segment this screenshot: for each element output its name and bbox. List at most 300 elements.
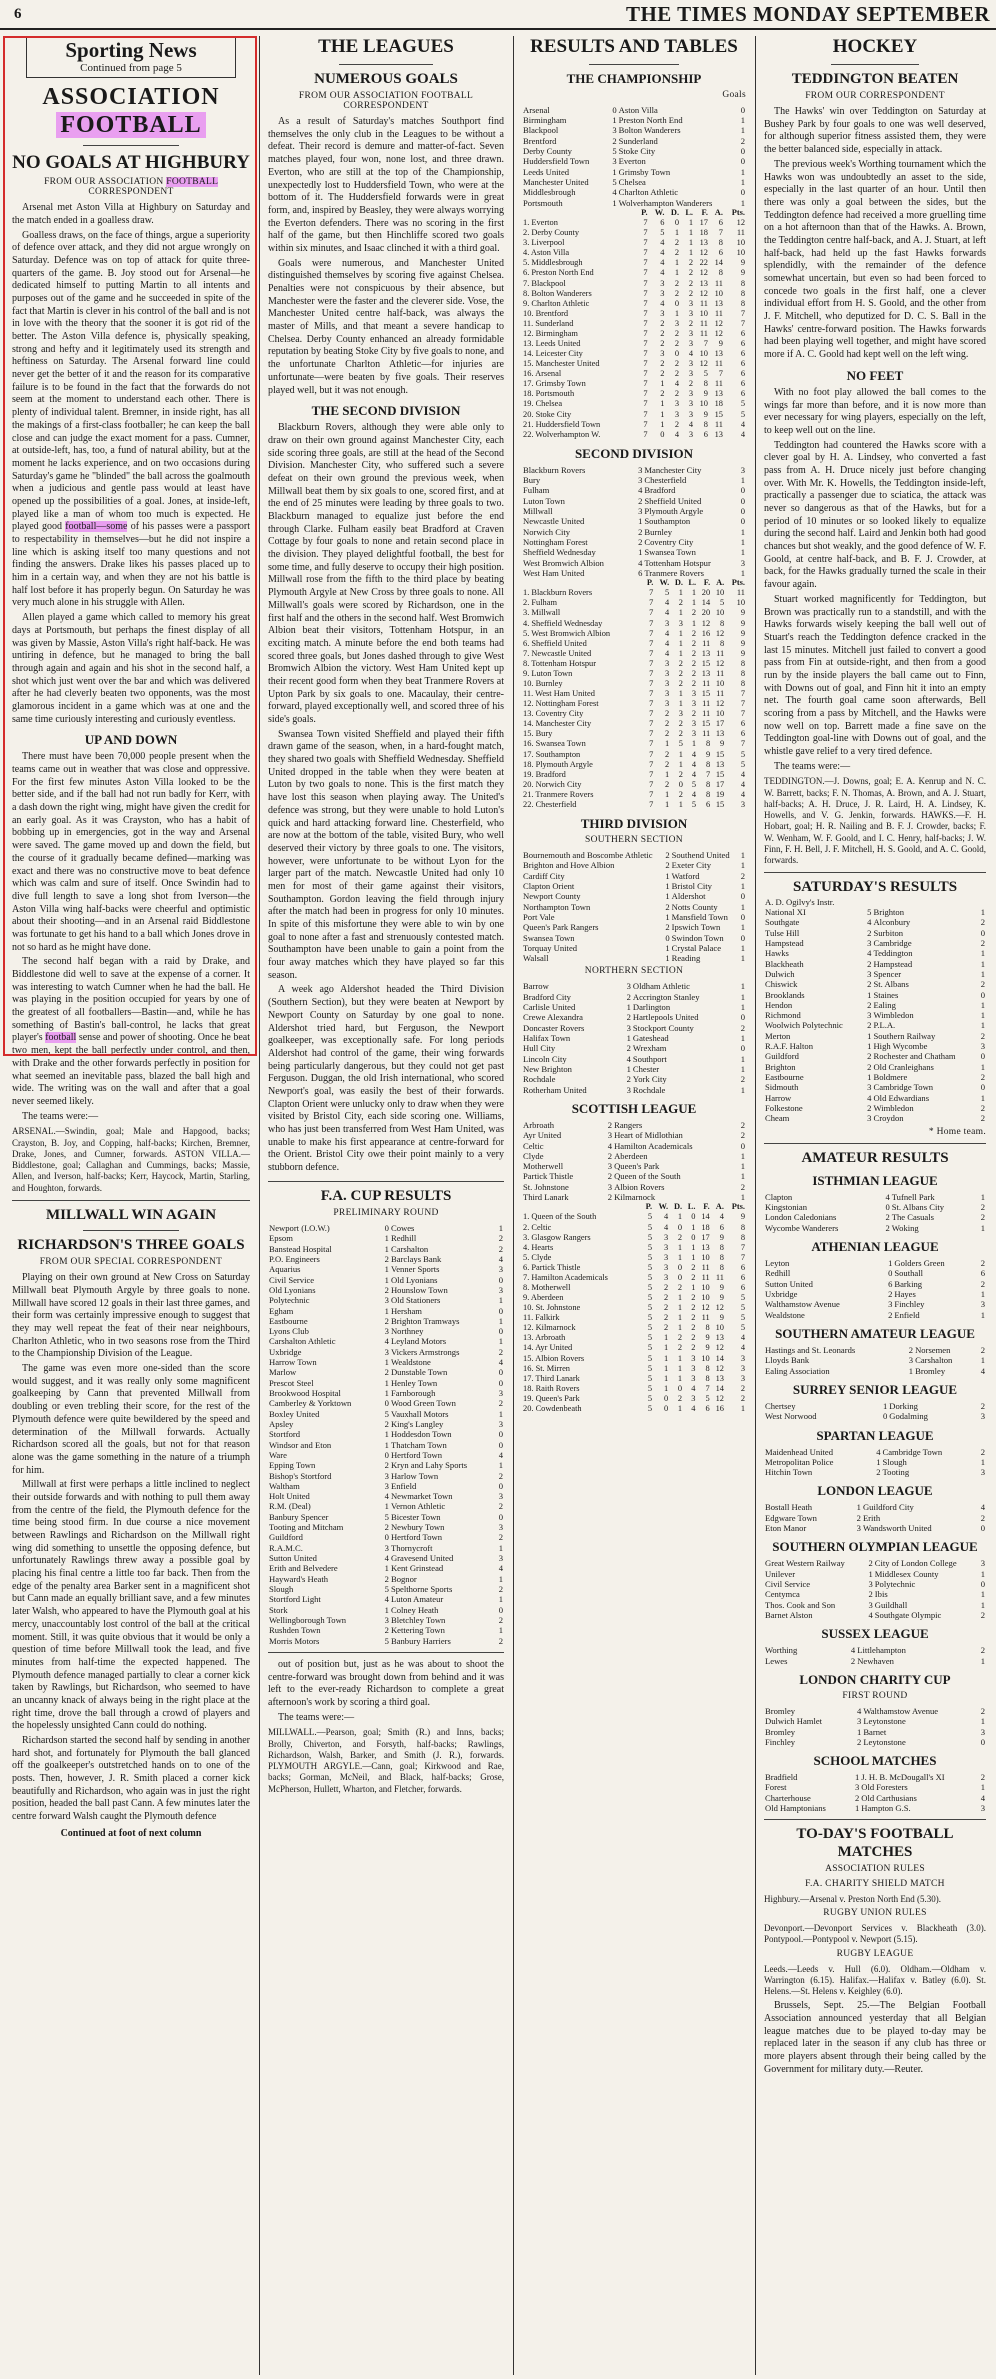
table-cell: 18. Portsmouth — [523, 389, 575, 399]
table-cell: 9. Luton Town — [523, 668, 573, 678]
result-row — [522, 537, 746, 547]
score-cell: 0 — [885, 1202, 890, 1213]
score-cell: 1 — [498, 1542, 503, 1553]
team-cell: Polytechnic — [269, 1295, 310, 1306]
score-cell: 1 — [612, 197, 617, 208]
table-cell: 3. Liverpool — [523, 238, 565, 248]
team-cell: Middlesbrough — [523, 187, 576, 198]
team-cell: Kettering Town — [390, 1625, 445, 1636]
team-cell: Godalming — [889, 1411, 928, 1422]
table-cell: 14 — [715, 1353, 724, 1363]
table-cell: 2 — [691, 1313, 696, 1323]
team-cell: The Casuals — [891, 1212, 934, 1223]
team-cell: Carshalton Athletic — [269, 1336, 336, 1347]
score-cell: 3 — [384, 1346, 389, 1357]
table-cell: 4 — [660, 258, 665, 268]
score-cell: 1 — [384, 1388, 389, 1399]
score-cell: 4 — [498, 1563, 503, 1574]
article-subheadline: TEDDINGTON BEATEN — [791, 70, 959, 87]
table-cell: 10 — [736, 238, 745, 248]
result-row — [522, 1023, 746, 1033]
table-cell: 11 — [701, 1313, 710, 1323]
table-cell: 11 — [736, 588, 745, 598]
score-cell: 3 — [607, 1130, 613, 1141]
table-cell: 4 — [665, 638, 670, 648]
table-row — [522, 1273, 746, 1283]
table-cell: 6. Partick Thistle — [523, 1262, 581, 1272]
table-cell: 2 — [665, 709, 670, 719]
table-cell: 6 — [740, 349, 745, 359]
third-south-results — [522, 850, 746, 963]
score-cell: 2 — [867, 999, 872, 1010]
table-cell: 1 — [660, 399, 665, 409]
table-cell: 18 — [699, 228, 708, 238]
table-row — [522, 719, 746, 729]
paragraph: The second half began with a raid by Drake, and Biddlestone did well to save at the expense of a corner. It was interesting to watch Cumner when he had the ball. He was playing in the position occupied for years by one of the greatest of all footballers—Bastin—and, while he has something of Bastin's ball-control, he lacks that great player's football sense and power of shooting. Once he beat two men, kept the ball perfectly under control, and then, with Drake and the other forwards perfectly in position for what seemed an inevitable pass, blazed the ball high and wide. The writing was on the wall and after that a goal never seemed likely. — [12, 956, 250, 1107]
result-row — [268, 1264, 504, 1274]
table-cell: 9 — [740, 1212, 745, 1222]
table-cell: 8 — [705, 739, 711, 749]
score-cell: 3 — [498, 1418, 503, 1429]
score-cell: 3 — [980, 1558, 985, 1569]
home-team-note: * Home team. — [928, 1126, 986, 1137]
third-north-results — [522, 981, 746, 1094]
table-cell: 11 — [716, 668, 725, 678]
table-cell: 2 — [688, 258, 694, 268]
score-cell: 2 — [980, 1258, 985, 1269]
table-cell: 7 — [649, 749, 654, 759]
result-row — [764, 1051, 986, 1061]
score-cell: 4 — [626, 1053, 631, 1064]
result-row — [268, 1367, 504, 1377]
result-row — [268, 1594, 504, 1604]
result-row — [764, 1513, 986, 1523]
score-cell: 2 — [607, 1150, 613, 1161]
team-cell: Fulham — [523, 485, 550, 496]
table-cell: 2 — [677, 1283, 683, 1292]
score-cell: 4 — [498, 1253, 503, 1264]
table-cell: 4 — [674, 379, 680, 389]
team-cell: Brighton — [873, 907, 905, 918]
score-cell: 1 — [980, 948, 985, 959]
table-cell: 8 — [705, 779, 711, 789]
team-cell: Surbiton — [873, 927, 904, 938]
table-cell: 12. Kilmarnock — [523, 1323, 576, 1333]
result-row — [268, 1512, 504, 1522]
section-title: ASSOCIATION — [42, 84, 220, 111]
team-cell: Bostall Heath — [765, 1502, 813, 1513]
score-cell: 2 — [980, 1344, 985, 1355]
score-cell: 1 — [498, 1408, 503, 1419]
team-cell: Guildford City — [862, 1502, 914, 1513]
score-cell: 0 — [980, 989, 985, 1000]
table-cell: 10 — [715, 608, 725, 618]
result-row — [522, 912, 746, 922]
table-cell: 20. Norwich City — [523, 779, 582, 789]
team-cell: Southall — [894, 1268, 924, 1279]
result-row — [522, 177, 746, 187]
table-cell: 1 — [678, 638, 683, 648]
result-row — [764, 1523, 986, 1533]
subheading: ATHENIAN LEAGUE — [811, 1239, 939, 1255]
table-cell: 17. Grimsby Town — [523, 379, 586, 389]
table-cell: 0 — [674, 349, 680, 359]
section-label: SOUTHERN SECTION — [585, 835, 683, 845]
table-row — [522, 218, 746, 228]
table-cell: 5 — [647, 1272, 653, 1282]
result-row — [764, 948, 986, 958]
table-row — [522, 399, 746, 409]
team-cell: Stortford — [269, 1429, 301, 1440]
team-cell: Banstead Hospital — [269, 1243, 332, 1254]
table-cell: 3 — [678, 618, 683, 628]
table-cell: 4 — [740, 769, 745, 779]
paragraph: The Hawks' win over Teddington on Saturday at Bushey Park by four goals to one was well deserved, for although superior fitness assisted them, they were the better balanced side, especially in attack. — [764, 106, 986, 156]
table-row — [522, 598, 746, 608]
table-cell: 3 — [691, 1363, 696, 1373]
team-cell: Barnet Alston — [765, 1609, 813, 1620]
table-cell: 6 — [740, 389, 745, 399]
table-cell: 4 — [660, 238, 665, 248]
team-cell: Brookwood Hospital — [269, 1388, 341, 1399]
result-row — [522, 558, 746, 568]
result-row — [764, 1645, 986, 1655]
table-cell: 13 — [714, 349, 723, 359]
sporting-news-continued: Continued from page 5 — [80, 62, 182, 75]
score-cell: 2 — [867, 979, 872, 990]
score-cell: 3 — [626, 1084, 631, 1095]
team-cell: Swansea Town — [523, 932, 575, 943]
team-cell: Darlington — [632, 1002, 671, 1013]
table-cell: 10 — [699, 349, 708, 359]
team-cell: Dulwich — [765, 968, 795, 979]
result-row — [522, 547, 746, 557]
result-row — [764, 959, 986, 969]
score-cell: 4 — [638, 485, 643, 496]
table-cell: 9 — [740, 268, 745, 278]
table-cell: 5 — [647, 1373, 653, 1383]
table-cell: 4. Aston Villa — [523, 248, 570, 258]
table-cell: 11. West Ham United — [523, 689, 595, 699]
table-header-cell: W. — [658, 1202, 669, 1212]
table-cell: 12. Birmingham — [523, 328, 578, 338]
table-row — [522, 699, 746, 709]
team-cell: Lloyds Bank — [765, 1355, 810, 1366]
team-cell: Uxbridge — [269, 1346, 302, 1357]
team-cell: Woolwich Polytechnic — [765, 1020, 843, 1031]
table-cell: 15 — [715, 769, 725, 779]
table-cell: 2 — [674, 238, 680, 248]
table-cell: 2 — [674, 248, 680, 258]
team-cell: Enfield — [390, 1480, 417, 1491]
team-cell: Old Foresters — [861, 1782, 908, 1793]
score-cell: 3 — [867, 937, 872, 948]
result-row — [522, 187, 746, 197]
table-cell: 7 — [649, 709, 654, 719]
table-cell: 21. Huddersfield Town — [523, 419, 601, 429]
athenian-results — [764, 1258, 986, 1320]
table-cell: 2 — [660, 389, 665, 399]
table-row — [522, 1404, 746, 1414]
result-row — [764, 917, 986, 927]
team-cell: Spelthorne Sports — [390, 1583, 453, 1594]
table-cell: 2 — [677, 1232, 683, 1242]
score-cell: 1 — [384, 1357, 389, 1368]
table-cell: 7 — [643, 308, 648, 318]
result-row — [522, 167, 746, 177]
result-row — [522, 933, 746, 943]
table-cell: 10 — [699, 399, 708, 409]
team-cell: Preston North End — [618, 115, 683, 126]
table-cell: 3 — [691, 699, 697, 709]
fixture-text: Highbury.—Arsenal v. Preston North End (5.30). — [764, 1893, 942, 1904]
score-cell: 1 — [665, 880, 670, 891]
table-cell: 11 — [701, 1262, 710, 1272]
score-cell: 1 — [384, 1233, 389, 1244]
score-cell: 0 — [384, 1449, 389, 1460]
score-cell: 3 — [384, 1295, 389, 1306]
score-cell: 1 — [740, 1053, 745, 1064]
table-cell: 16. Arsenal — [523, 369, 562, 379]
table-cell: 8 — [705, 1373, 710, 1383]
team-cell: Henley Town — [390, 1377, 438, 1388]
table-cell: 7 — [643, 349, 648, 359]
table-cell: 20. Cowdenbeath — [523, 1403, 582, 1413]
score-cell: 2 — [626, 1012, 631, 1023]
team-cell: Cheam — [765, 1113, 790, 1124]
table-cell: 0 — [691, 1212, 696, 1222]
team-cell — [872, 897, 972, 907]
table-row — [522, 379, 746, 389]
table-cell: 1 — [665, 799, 670, 809]
table-cell: 15. Manchester United — [523, 359, 600, 369]
table-cell: 8 — [720, 638, 725, 648]
paragraph: out of position but, just as he was about to shoot the centre-forward was brought down from behind and it was left to the ever-ready Richardson to complete a great afternoon's work by scoring a third goal. — [268, 1658, 504, 1708]
team-cell: Great Western Railway — [765, 1558, 845, 1569]
article-byline: FROM OUR CORRESPONDENT — [805, 91, 945, 102]
score-cell: 1 — [612, 166, 617, 177]
result-row — [764, 1279, 986, 1289]
table-cell: 7 — [643, 258, 648, 268]
table-row — [522, 1253, 746, 1263]
table-row — [522, 629, 746, 639]
table-row — [522, 1263, 746, 1273]
score-cell: 0 — [980, 1082, 985, 1093]
result-row — [522, 850, 746, 860]
team-cell: Old Stationers — [390, 1295, 441, 1306]
table-cell: 1 — [678, 648, 683, 658]
table-cell: 2 — [691, 1293, 696, 1303]
table-cell: 3 — [688, 369, 694, 379]
table-cell: 12. Nottingham Forest — [523, 699, 599, 709]
team-cell: Sutton United — [765, 1278, 813, 1289]
table-row — [522, 770, 746, 780]
table-cell: 13. Coventry City — [523, 709, 584, 719]
team-cell: Hull City — [523, 1043, 556, 1054]
score-cell: 1 — [980, 1010, 985, 1021]
result-row — [268, 1522, 504, 1532]
fixture-text: Devonport.—Devonport Services v. Blackheath (3.0). Pontypool.—Pontypool v. Newport (5.15). — [764, 1923, 986, 1945]
table-header-cell: D. — [673, 1202, 683, 1212]
table-cell: 12 — [715, 699, 725, 709]
table-cell: 16 — [715, 1403, 724, 1413]
team-cell: Birmingham — [523, 115, 567, 126]
table-cell: 7 — [649, 729, 654, 739]
divider — [268, 1652, 504, 1653]
team-cell: Barking — [894, 1278, 923, 1289]
table-cell: 3 — [663, 1262, 669, 1272]
team-cell: Brighton — [765, 1061, 796, 1072]
table-cell: 13 — [715, 759, 725, 769]
table-cell: 3 — [660, 278, 665, 288]
table-cell: 5 — [691, 779, 697, 789]
result-row — [522, 1161, 746, 1171]
table-row — [522, 1333, 746, 1343]
table-cell: 3 — [691, 1393, 696, 1403]
score-cell: 0 — [740, 156, 745, 167]
score-cell: 0 — [980, 927, 985, 938]
table-row — [522, 790, 746, 800]
team-cell: Farnborough — [390, 1388, 436, 1399]
masthead — [0, 0, 996, 30]
table-cell: 22. Wolverhampton W. — [523, 429, 601, 439]
paragraph: Arsenal met Aston Villa at Highbury on Saturday and the match ended in a goalless draw. — [12, 202, 250, 226]
table-cell: 1 — [663, 1373, 669, 1383]
table-cell: 2 — [691, 709, 697, 719]
team-cell: Wimbledon — [873, 1102, 914, 1113]
team-cell: New Brighton — [523, 1063, 572, 1074]
table-cell: 2 — [678, 769, 683, 779]
score-cell: 2 — [980, 1278, 985, 1289]
table-cell: 7. Blackpool — [523, 278, 566, 288]
score-cell: 3 — [607, 1181, 613, 1192]
score-cell: 1 — [384, 1243, 389, 1254]
score-cell: 1 — [876, 1456, 881, 1467]
team-cell: Southampton — [644, 516, 691, 527]
team-cell: Southend United — [671, 850, 730, 860]
table-cell: 15 — [701, 689, 711, 699]
score-cell: 1 — [980, 999, 985, 1010]
score-cell: 3 — [980, 1041, 985, 1052]
table-row — [522, 289, 746, 299]
result-row — [764, 1212, 986, 1222]
team-cell: Slough — [269, 1583, 294, 1594]
table-cell: 5 — [740, 1323, 745, 1333]
result-row — [522, 475, 746, 485]
team-cell: Wrexham — [632, 1043, 667, 1054]
table-cell: 11 — [715, 1272, 724, 1282]
championship-table — [522, 208, 746, 440]
score-cell: 1 — [638, 547, 643, 558]
table-cell: 4 — [719, 1212, 724, 1222]
team-cell: Oldham Athletic — [632, 981, 690, 992]
score-cell: 3 — [856, 1523, 861, 1534]
score-cell: 2 — [740, 1130, 745, 1141]
result-row — [764, 1345, 986, 1355]
table-cell: 4 — [665, 628, 670, 638]
table-row — [522, 1323, 746, 1333]
result-row — [764, 1113, 986, 1123]
team-cell: Sidmouth — [765, 1082, 799, 1093]
article-headline: MILLWALL WIN AGAIN — [45, 1206, 217, 1223]
score-cell: 2 — [908, 1344, 914, 1355]
table-cell: 6. Sheffield United — [523, 638, 587, 648]
score-cell: 1 — [740, 981, 745, 992]
team-cell: Tulse Hill — [765, 927, 800, 938]
team-cell: Bradfield — [765, 1772, 798, 1783]
score-cell: 1 — [498, 1625, 503, 1636]
paragraph: Goalless draws, on the face of things, argue a superiority of defence over attack, and they did not argue wrongly on Saturday. Defence was on top of attack for quite three-quarters of the game. B. Joy stood out for Arsenal—he dedicated himself to putting Martin to all intents and purposes out of the game and he succeeded in spite of the fact that Martin is clever in his control of the ball and is not in love with the theory that the sooner it is got rid of the better. The Aston Villa defence is, physically speaking, strong and hefty and it legitimately used its strength and heftiness on Saturday. The Arsenal forward line could never get the better of it and the reason for its comparative failure is to be found in the fact that the forwards do not seem at the moment to understand each other. There is plenty of individual talent. Bremner, in inside right, has all the makings of a first-class footballer; he can keep the ball close and can judge the exact moment for a pass. Cumner, at outside-left, has, too, a fund of natural ability, but at the moment he lacks experience, and on two occasions during Saturday's game he "blinded" the ball across the goalmouth when a judicious and gentle pass would at least have opened up the possibilities of a goal. Jones, at inside-left, played like a man of whom too much is expected. He played good football—some of his passes were a passport to respectability in themselves—but he did not inspire a line which is asking itself too many questions and not finding the answers. Drake likes his passes placed up to him in a certain way, and when they are not his battle is half lost before it has properly begun. On Saturday he was very much alone in his struggle with Allen. — [12, 229, 250, 609]
table-cell: 7 — [705, 1383, 710, 1393]
team-cell: Norwich City — [523, 526, 571, 537]
score-cell: 0 — [498, 1305, 503, 1316]
team-lineups: TEDDINGTON.—J. Downs, goal; E. A. Kenrup and N. C. W. Barrett, backs; F. N. Thomas, A. Brown, and A. J. Stuart, half-backs; A. H. Druce, J. R. Laird, H. A. Lindsey, K. Howells, and V. G. Jenkin, forwards. HAWKS.—F. H. Hobart, goal; H. R. Nailing and B. F. J. Crowder, backs; F. W. Wenham, W. F. Goold, and I. C. Henry, half-backs; J. W. Finn, F. H. Bell, J. F. Mitchell, H. S. Goold, and A. C. Goold, forwards. — [764, 776, 986, 866]
table-cell: 12 — [701, 618, 711, 628]
score-cell: 1 — [626, 1063, 631, 1074]
score-cell: 1 — [612, 115, 617, 126]
column-3 — [516, 36, 752, 2375]
byline-highlight: FOOTBALL — [166, 177, 218, 188]
paragraph: Teddington had countered the Hawks score with a clever goal by H. A. Lindsey, who converted a fast pass from A. H. Druce nicely just before changing over. With Mr. K. Howells, the Teddington inside-left, practically a passenger due to sciatica, the attack was never so dangerous as that of the Hawks, but for a period of 10 minutes or so looked likely to equalize during the second half. Laird and Jenkin both had good chances but shot weakly, and the good defence of W. F. Goold, at centre half-back, and B. F. J. Crowder, at back, for the Hawks gradually turned the scale in their favour again. — [764, 439, 986, 591]
team-cell: Staines — [873, 989, 899, 1000]
table-cell: 5 — [740, 759, 745, 769]
result-row — [268, 1336, 504, 1346]
table-cell: 7 — [718, 369, 723, 379]
table-cell: 1 — [740, 1403, 745, 1413]
table-cell: 8 — [740, 658, 745, 668]
score-cell: 1 — [740, 860, 745, 871]
result-row — [764, 1223, 986, 1233]
table-row — [522, 319, 746, 329]
table-cell: 8 — [718, 268, 723, 278]
table-cell: 12 — [699, 288, 708, 298]
team-cell: Woking — [891, 1222, 919, 1233]
team-cell: Chesterfield — [644, 475, 687, 486]
score-cell: 2 — [498, 1583, 503, 1594]
team-cell: West Bromwich Albion — [523, 557, 604, 568]
table-cell: 8 — [740, 288, 745, 298]
score-cell: 1 — [638, 516, 643, 527]
score-cell: 3 — [638, 464, 643, 475]
score-cell: 0 — [740, 146, 745, 157]
team-cell: Ipswich Town — [671, 922, 721, 933]
score-cell: 0 — [498, 1377, 503, 1388]
score-cell: 1 — [980, 1782, 985, 1793]
paragraph: Swansea Town visited Sheffield and played their fifth drawn game of the season, when, in a hard-fought match, they shared two goals with Sheffield Wednesday. Sheffield United dropped in the table when they were beaten at Luton by two goals to none. This is the first match they have lost this season when playing away. The United's defence was strong, but they were unable to hold Luton's quick and hard attacking forward line. Chesterfield, who are now at the bottom of the table, visited Bury, who well deserved their victory by three goals to one. The visitors, however, were unfortunate to be without Lyon for the larger part of the match. Newcastle United had only 10 men for most of their game against their visitors, Southampton. Gordon leaving the field through injury after the match had been in progress for only 10 minutes. In spite of this misfortune they were able to win by one goal to none after a fast and strenuously contested match. Southampton have been unable to gain a point from the four away matches which they have played so far this season. — [268, 728, 504, 981]
table-cell: 12 — [715, 1343, 724, 1353]
table-cell: 10 — [701, 1293, 710, 1303]
team-cell: Carlisle United — [523, 1002, 576, 1013]
team-cell: P.L.A. — [873, 1020, 896, 1031]
table-cell: 5 — [720, 598, 725, 608]
result-row — [764, 1268, 986, 1278]
team-cell: Hastings and St. Leonards — [765, 1344, 856, 1355]
score-cell: 1 — [740, 1002, 745, 1013]
result-row — [764, 1000, 986, 1010]
table-cell: 1 — [688, 218, 694, 228]
table-cell: 12 — [736, 218, 745, 228]
team-cell: Bromley — [765, 1726, 796, 1737]
score-cell: 1 — [980, 968, 985, 979]
table-cell: 4 — [691, 769, 697, 779]
table-cell: 18 — [714, 399, 723, 409]
section-label: RUGBY UNION RULES — [823, 1908, 927, 1919]
team-cell: Folkestone — [765, 1102, 803, 1113]
subheading: THE CHAMPIONSHIP — [566, 70, 702, 86]
london-results — [764, 1502, 986, 1533]
result-row — [764, 1467, 986, 1477]
table-cell: 6 — [718, 218, 723, 228]
